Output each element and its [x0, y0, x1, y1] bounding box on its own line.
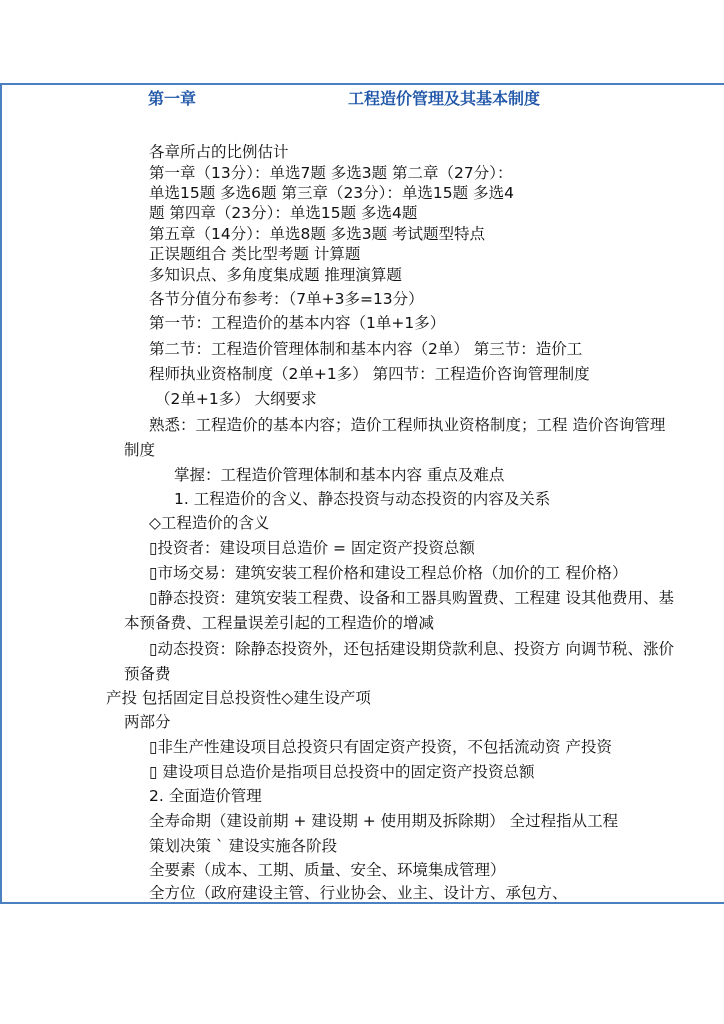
text-line: （2单+1多） 大纲要求 [155, 390, 317, 408]
text-line: 全方位（政府建设主管、行业协会、业主、设计方、承包方、 [149, 884, 568, 902]
text-line: 各章所占的比例估计 [149, 143, 289, 161]
chapter-title: 工程造价管理及其基本制度 [348, 89, 541, 108]
top-rule [0, 83, 724, 85]
text-line: 正误题组合 类比型考题 计算题 [149, 245, 361, 263]
text-line: 产投 包括固定目总投资性◇建生设产项 [106, 689, 371, 707]
text-line: ▯市场交易：建筑安装工程价格和建设工程总价格（加价的工 程价格） [149, 564, 628, 582]
text-line: ▯ 建设项目总造价是指项目总投资中的固定资产投资总额 [149, 763, 535, 781]
text-line: 全寿命期（建设前期 + 建设期 + 使用期及拆除期） 全过程指从工程 [149, 812, 619, 830]
text-line: 第五章（14分）：单选8题 多选3题 考试题型特点 [149, 225, 486, 243]
text-line: 全要素（成本、工期、质量、安全、环境集成管理） [149, 861, 506, 879]
text-line: 第二节：工程造价管理体制和基本内容（2单） 第三节：造价工 [149, 340, 583, 358]
text-line: ▯动态投资：除静态投资外，还包括建设期贷款利息、投资方 向调节税、涨价 [149, 640, 674, 658]
text-line: ▯静态投资：建筑安装工程费、设备和工器具购置费、工程建 设其他费用、基 [149, 589, 674, 607]
left-rule [0, 83, 2, 904]
text-line: 制度 [124, 441, 156, 459]
text-line: 预备费 [124, 665, 171, 683]
text-line: ◇工程造价的含义 [149, 514, 270, 532]
text-line: 多知识点、多角度集成题 推理演算题 [149, 266, 402, 284]
text-line: 掌握：工程造价管理体制和基本内容 重点及难点 [174, 466, 505, 484]
text-line: 程师执业资格制度（2单+1多） 第四节：工程造价咨询管理制度 [149, 365, 590, 383]
text-line: ▯非生产性建设项目总投资只有固定资产投资，不包括流动资 产投资 [149, 738, 612, 756]
text-line: 1. 工程造价的含义、静态投资与动态投资的内容及关系 [174, 490, 551, 508]
chapter-label: 第一章 [148, 89, 197, 108]
text-line: 熟悉：工程造价的基本内容；造价工程师执业资格制度；工程 造价咨询管理 [149, 416, 666, 434]
text-line: 题 第四章（23分）：单选15题 多选4题 [149, 204, 418, 222]
text-line: 第一章（13分）：单选7题 多选3题 第二章（27分）： [149, 164, 513, 182]
text-line: 2. 全面造价管理 [149, 787, 262, 805]
text-line: 两部分 [124, 713, 171, 731]
text-line: ▯投资者：建设项目总造价 = 固定资产投资总额 [149, 539, 475, 557]
text-line: 策划决策 ` 建设实施各阶段 [149, 837, 338, 855]
text-line: 单选15题 多选6题 第三章（23分）：单选15题 多选4 [149, 184, 514, 202]
text-line: 本预备费、工程量误差引起的工程造价的增减 [124, 614, 435, 632]
text-line: 各节分值分布参考：（7单+3多=13分） [149, 290, 424, 308]
text-line: 第一节：工程造价的基本内容（1单+1多） [149, 314, 446, 332]
